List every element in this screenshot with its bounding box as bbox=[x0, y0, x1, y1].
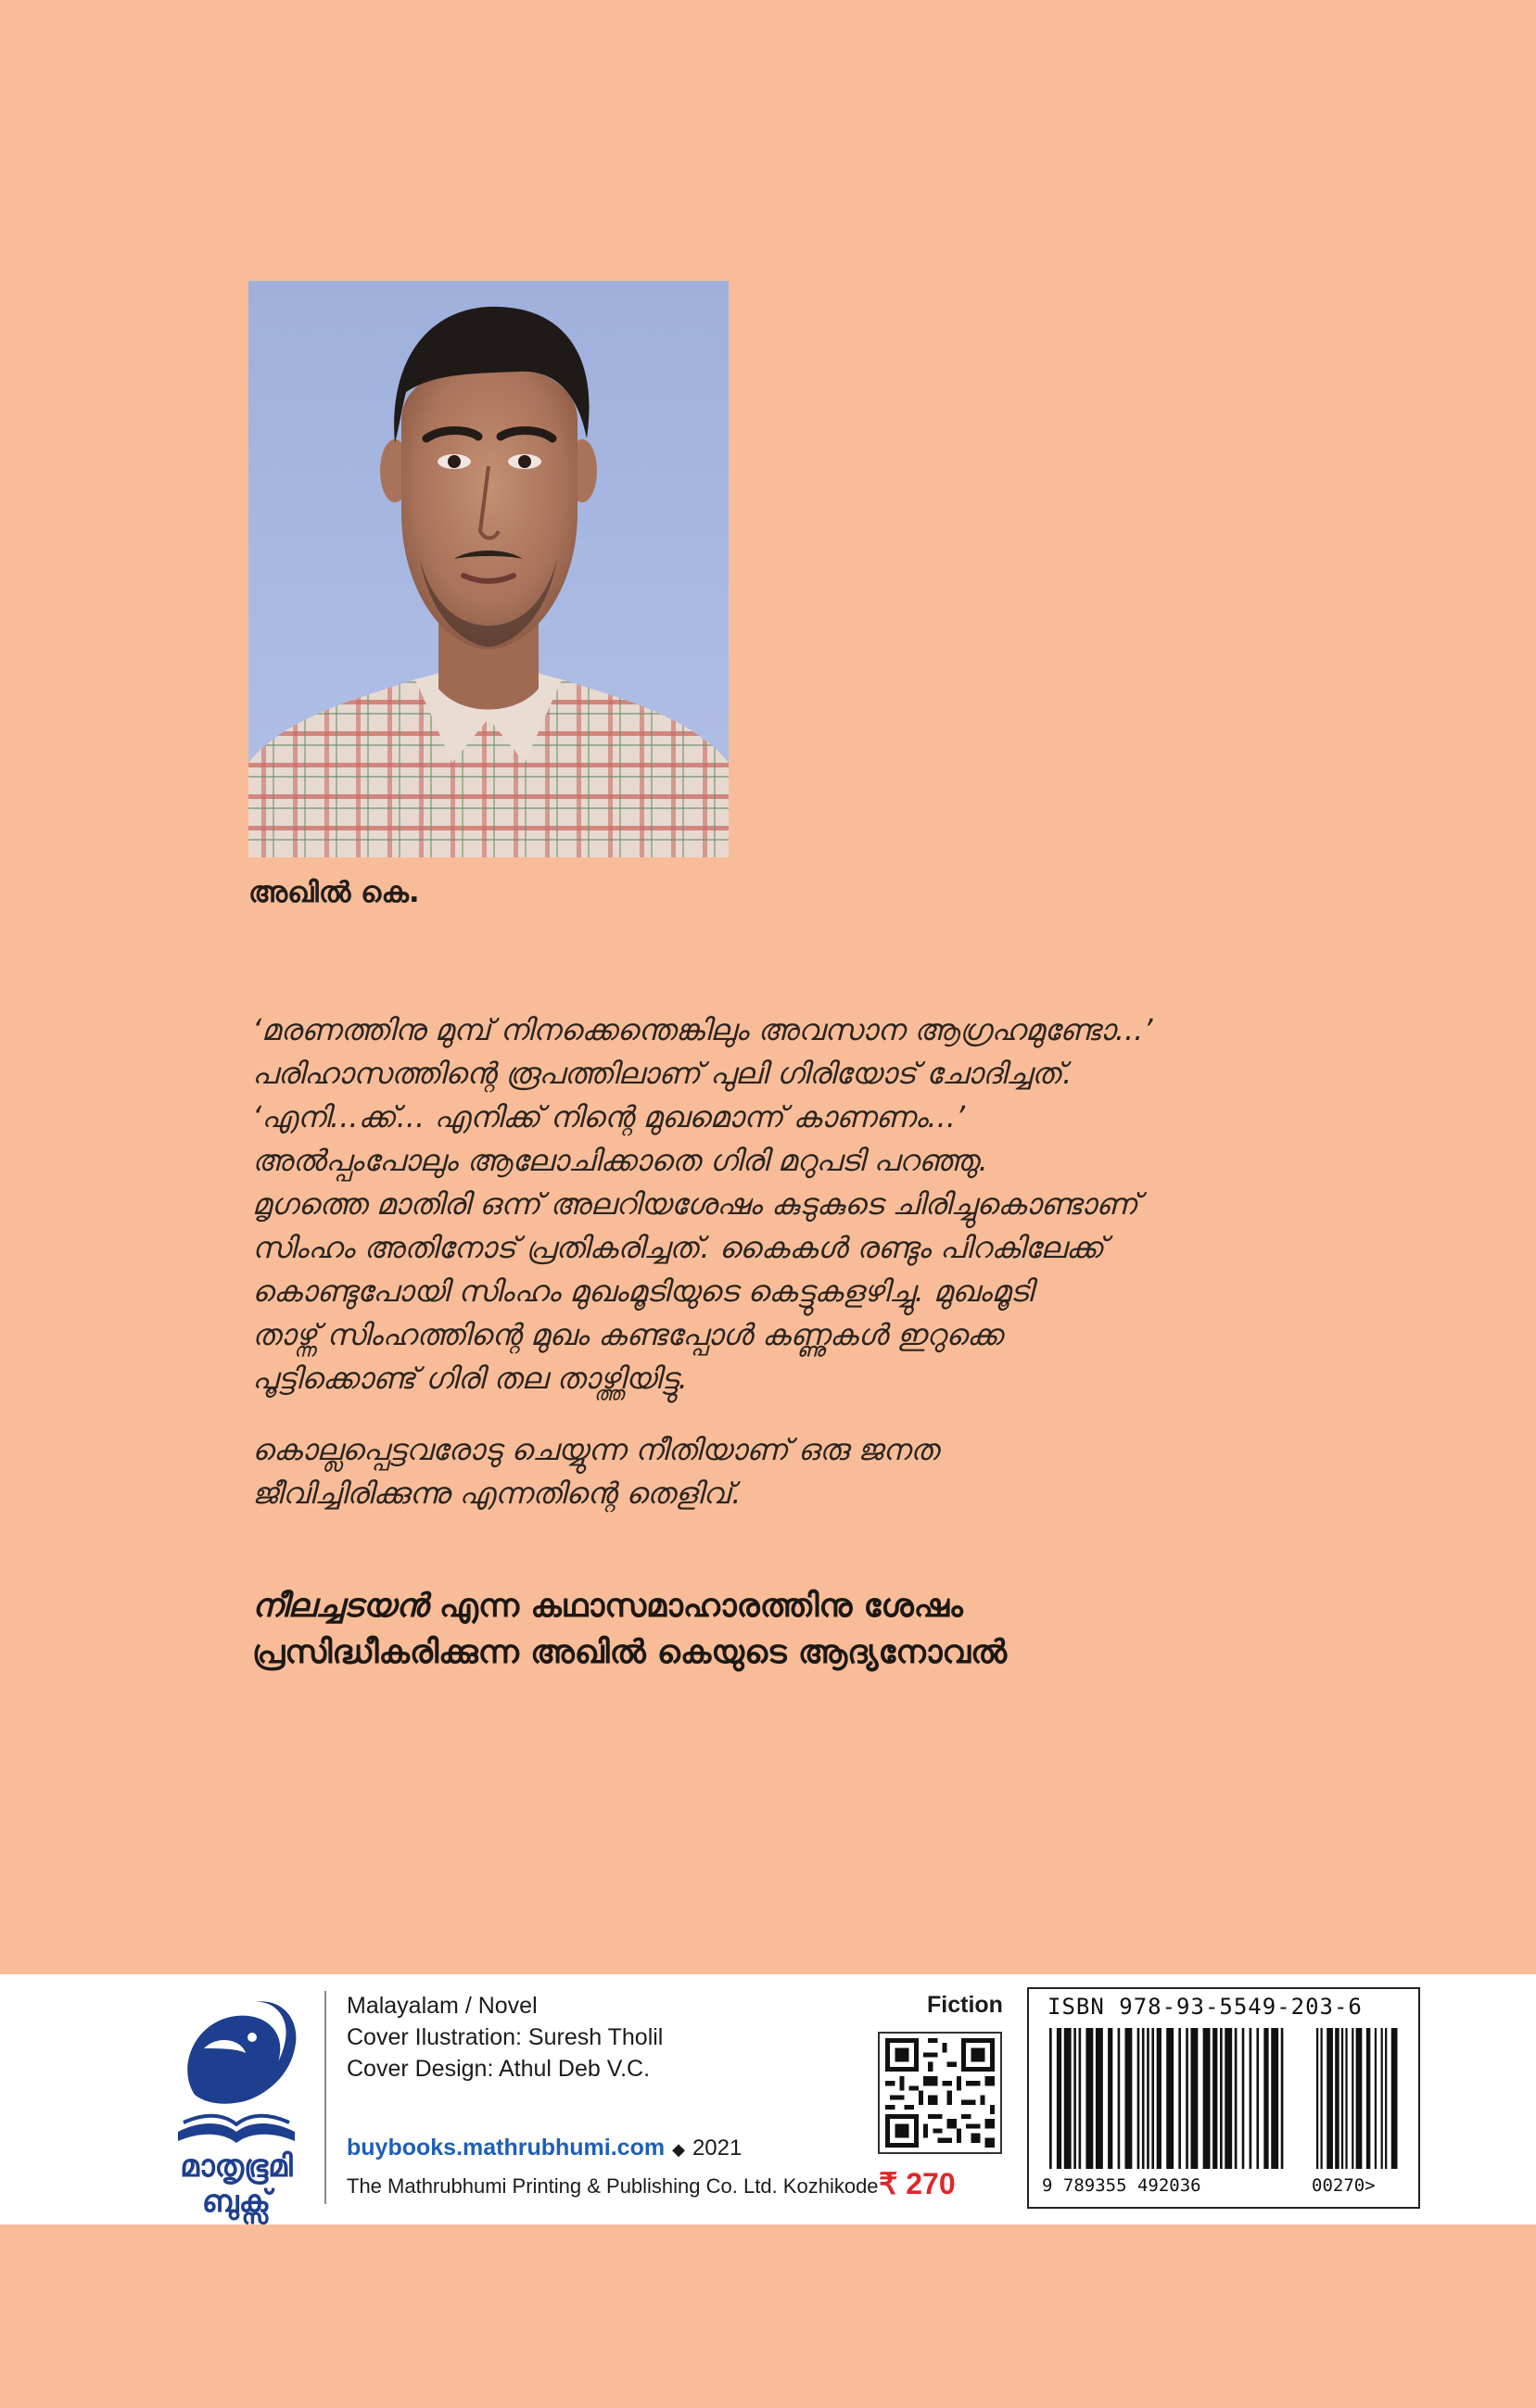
barcode-bar bbox=[1137, 2028, 1140, 2169]
cover-illustration-credit: Cover Ilustration: Suresh Tholil bbox=[347, 2024, 664, 2050]
barcode-bar bbox=[1250, 2028, 1252, 2169]
blurb-line: ജീവിച്ചിരിക്കുന്നു എന്നതിന്റെ തെളിവ്. bbox=[252, 1476, 742, 1511]
blurb-line: കൊല്ലപ്പെട്ടവരോടു ചെയ്യുന്ന നീതിയാണ് ഒരു ജനത bbox=[252, 1432, 939, 1467]
barcode-bar bbox=[1142, 2028, 1145, 2169]
tagline bbox=[252, 1583, 1457, 1676]
publisher-logo-text bbox=[169, 2148, 304, 2219]
barcode-bar bbox=[1118, 2028, 1121, 2169]
barcode-bar bbox=[1316, 2028, 1318, 2169]
tagline-line-1-text: എന്ന കഥാസമാഹാരത്തിനു ശേഷം bbox=[427, 1588, 963, 1625]
barcode-bar bbox=[1366, 2028, 1370, 2169]
blurb-line: ‘എനി...ക്ക്... എനിക്ക് നിന്റെ മുഖമൊന്ന് കാണണം...’ bbox=[252, 1099, 966, 1134]
barcode-bar bbox=[1281, 2028, 1284, 2169]
website-link[interactable]: buybooks.mathrubhumi.com bbox=[347, 2135, 666, 2161]
diamond-separator-icon: ◆ bbox=[672, 2140, 685, 2159]
barcode-bar bbox=[1242, 2028, 1245, 2169]
website-line bbox=[347, 2135, 742, 2161]
barcode-bar bbox=[1385, 2028, 1387, 2169]
blurb-line: പരിഹാസത്തിന്റെ രൂപത്തിലാണ് പുലി ഗിരിയോട് ചോദിച്ചത്. bbox=[252, 1056, 1073, 1091]
author-portrait-illustration bbox=[248, 281, 729, 857]
barcode-icon bbox=[1038, 2028, 1409, 2176]
elephant-book-icon bbox=[167, 1993, 306, 2150]
barcode-bar bbox=[1345, 2028, 1347, 2169]
barcode-bar bbox=[1391, 2028, 1398, 2169]
blurb-line: മൃഗത്തെ മാതിരി ഒന്ന് അലറിയശേഷം കുടുകുടെ ചിരിച്ചുകൊണ്ടാണ് bbox=[252, 1186, 1138, 1222]
blurb-line: കൊണ്ടുപോയി സിംഹം മുഖംമൂടിയുടെ കെട്ടുകളഴിച്ചു. മുഖംമൂടി bbox=[252, 1274, 1034, 1309]
blurb-paragraph-1 bbox=[252, 1008, 1448, 1400]
blurb-line: സിംഹം അതിനോട് പ്രതികരിച്ചത്. കൈകൾ രണ്ടും പിറകിലേക്ക് bbox=[252, 1230, 1105, 1265]
barcode-bar bbox=[1225, 2028, 1232, 2169]
price-label: ₹ 270 bbox=[879, 2167, 956, 2200]
barcode-bar bbox=[1212, 2028, 1217, 2169]
barcode-bar bbox=[1108, 2028, 1112, 2169]
footer-divider bbox=[324, 1991, 326, 2204]
barcode-bar bbox=[1356, 2028, 1363, 2169]
qr-code bbox=[878, 2032, 1002, 2154]
qr-code-icon bbox=[880, 2034, 1000, 2152]
barcode-bar bbox=[1190, 2028, 1198, 2169]
barcode-bar bbox=[1157, 2028, 1162, 2169]
blurb-text bbox=[252, 1008, 1448, 1515]
barcode-addon-digits: 00270> bbox=[1312, 2175, 1376, 2196]
barcode-bar bbox=[1079, 2028, 1082, 2169]
tagline-line-2: പ്രസിദ്ധീകരിക്കുന്ന അഖിൽ കെയുടെ ആദ്യനോവൽ bbox=[252, 1634, 1008, 1671]
barcode-bar bbox=[1178, 2028, 1181, 2169]
barcode-bar bbox=[1166, 2028, 1174, 2169]
barcode-bar bbox=[1235, 2028, 1238, 2169]
barcode-bar bbox=[1220, 2028, 1223, 2169]
category-label: Malayalam / Novel bbox=[347, 1993, 538, 2019]
barcode-bar bbox=[1186, 2028, 1188, 2169]
barcode-bar bbox=[1375, 2028, 1377, 2169]
barcode-bar bbox=[1352, 2028, 1353, 2169]
publisher-logo-line-2: ബുക്സ് bbox=[201, 2183, 272, 2219]
barcode-digits: 9 789355 492036 bbox=[1042, 2175, 1201, 2196]
barcode-bar bbox=[1381, 2028, 1383, 2169]
barcode-bar bbox=[1057, 2028, 1061, 2169]
barcode-bar bbox=[1049, 2028, 1052, 2169]
cover-design-credit: Cover Design: Athul Deb V.C. bbox=[347, 2056, 651, 2082]
barcode-bar bbox=[1335, 2028, 1339, 2169]
author-caption: അഖിൽ കെ. bbox=[248, 876, 420, 909]
barcode-bar bbox=[1327, 2028, 1333, 2169]
barcode-bar bbox=[1320, 2028, 1322, 2169]
barcode-bar bbox=[1256, 2028, 1259, 2169]
blurb-line: അൽപ്പംപോലും ആലോചിക്കാതെ ഗിരി മറുപടി പറഞ്ഞു. bbox=[252, 1143, 988, 1178]
blurb-line: താഴ്ന്ന് സിംഹത്തിന്റെ മുഖം കണ്ടപ്പോൾ കണ്ണുകൾ ഇറുക്കെ bbox=[252, 1317, 1003, 1352]
tagline-line-1 bbox=[252, 1583, 1457, 1629]
publication-year: 2021 bbox=[692, 2136, 743, 2161]
genre-label: Fiction bbox=[927, 1992, 1003, 2018]
publisher-logo-line-1: മാതൃഭൂമി bbox=[180, 2148, 293, 2184]
credits bbox=[347, 1990, 663, 2085]
barcode-bar bbox=[1096, 2028, 1103, 2169]
author-photo bbox=[248, 281, 729, 857]
barcode-bar bbox=[1151, 2028, 1154, 2169]
blurb-line: ‘മരണത്തിനു മുമ്പ് നിനക്കെന്തെങ്കിലും അവസാന ആഗ്രഹമുണ്ടോ...’ bbox=[252, 1012, 1153, 1047]
barcode-bar bbox=[1147, 2028, 1149, 2169]
barcode-bar bbox=[1064, 2028, 1072, 2169]
isbn-label: ISBN 978-93-5549-203-6 bbox=[1047, 1994, 1363, 2020]
barcode-bar bbox=[1073, 2028, 1076, 2169]
publisher-name: The Mathrubhumi Printing & Publishing Co. Ltd. Kozhikode bbox=[347, 2174, 879, 2198]
barcode-bar bbox=[1341, 2028, 1343, 2169]
barcode-bar bbox=[1271, 2028, 1278, 2169]
blurb-line: പൂട്ടിക്കൊണ്ട് ഗിരി തല താഴ്ത്തിയിട്ടു. bbox=[252, 1361, 688, 1396]
barcode-bar bbox=[1124, 2028, 1132, 2169]
blurb-paragraph-2 bbox=[252, 1428, 1448, 1515]
barcode-bar bbox=[1203, 2028, 1211, 2169]
barcode-bar bbox=[1263, 2028, 1268, 2169]
book-title-reference: നീലച്ചടയൻ bbox=[252, 1588, 428, 1625]
barcode-bar bbox=[1085, 2028, 1093, 2169]
